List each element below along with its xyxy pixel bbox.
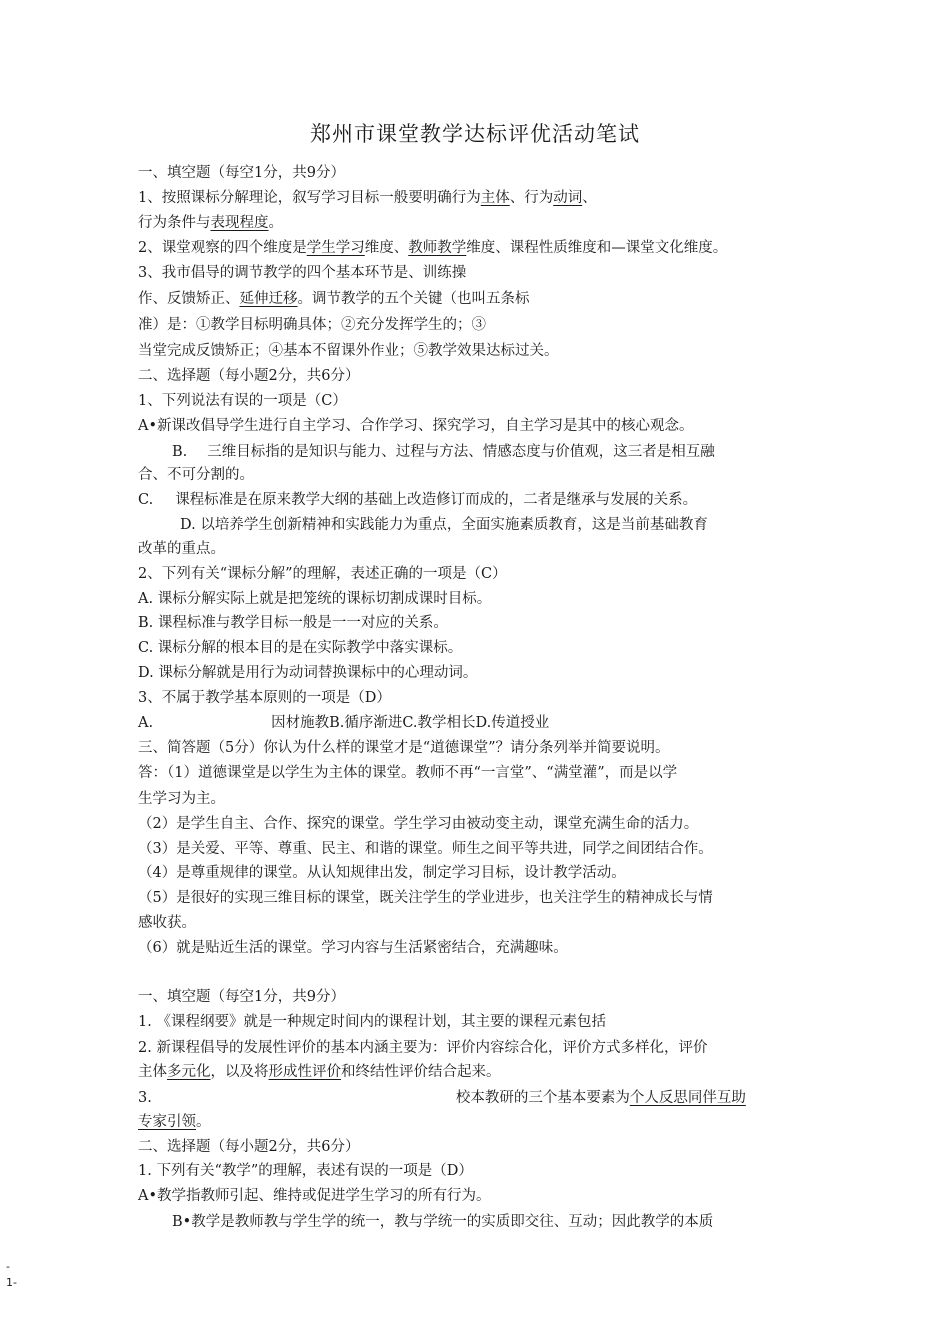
part2-choice-1-option-b: B•教学是教师教与学生学的统一，教与学统一的实质即交往、互动；因此教学的本质 bbox=[172, 1214, 714, 1230]
answer-blank: 形成性评价 bbox=[268, 1064, 341, 1080]
question-2: 2、课堂观察的四个维度是学生学习维度、教师教学维度、课程性质维度和—课堂文化维度。 bbox=[138, 240, 728, 256]
section-heading-choice-2: 二、选择题（每小题2分，共6分） bbox=[138, 1139, 360, 1155]
section-heading-short-answer: 三、简答题（5分）你认为什么样的课堂才是“道德课堂”？请分条列举并简要说明。 bbox=[138, 740, 670, 756]
answer-line-5: （4）是尊重规律的课堂。从认知规律出发，制定学习目标，设计教学活动。 bbox=[138, 865, 626, 881]
choice-3-stem: 3、不属于教学基本原则的一项是（D） bbox=[138, 690, 391, 706]
answer-blank: 教师教学 bbox=[408, 240, 467, 256]
answer-line-4: （3）是关爱、平等、尊重、民主、和谐的课堂。师生之间平等共进，同学之间团结合作。 bbox=[138, 841, 713, 857]
answer-line-1: 答：（1）道德课堂是以学生为主体的课堂。教师不再“一言堂”、“满堂灌”，而是以学 bbox=[138, 765, 678, 781]
section-heading-fill-blank-2: 一、填空题（每空1分，共9分） bbox=[138, 989, 345, 1005]
answer-line-2: 生学习为主。 bbox=[138, 791, 225, 807]
question-1-line-1: 1、按照课标分解理论，叙写学习目标一般要明确行为主体、行为动词、 bbox=[138, 190, 597, 206]
question-3-line-2: 作、反馈矫正、延伸迁移。调节教学的五个关键（也叫五条标 bbox=[138, 291, 530, 307]
answer-blank: 多元化 bbox=[167, 1064, 211, 1080]
choice-3-options: A. 因材施教B.循序渐进C.教学相长D.传道授业 bbox=[138, 715, 550, 731]
answer-blank: 动词 bbox=[553, 190, 583, 206]
answer-line-7: 感收获。 bbox=[138, 915, 196, 931]
answer-blank: 个人反思同伴互助 bbox=[629, 1090, 746, 1106]
part2-choice-1-option-a: A•教学指教师引起、维持或促进学生学习的所有行为。 bbox=[138, 1188, 491, 1204]
question-3-line-1: 3、我市倡导的调节教学的四个基本环节是、训练操 bbox=[138, 265, 467, 281]
document-title: 郑州市课堂教学达标评优活动笔试 bbox=[310, 122, 640, 146]
part2-question-3-line-1: 3. 校本教研的三个基本要素为个人反思同伴互助 bbox=[138, 1090, 746, 1106]
choice-1-stem: 1、下列说法有误的一项是（C） bbox=[138, 393, 347, 409]
question-3-line-4: 当堂完成反馈矫正；④基本不留课外作业；⑤教学效果达标过关。 bbox=[138, 343, 559, 359]
answer-blank: 延伸迁移 bbox=[239, 291, 298, 307]
part2-question-3-line-2: 专家引领。 bbox=[138, 1114, 211, 1130]
choice-1-option-d: D. 以培养学生创新精神和实践能力为重点，全面实施素质教育，这是当前基础教育 bbox=[180, 517, 708, 533]
footer-dash: - bbox=[6, 1260, 10, 1273]
choice-2-option-b: B. 课程标准与教学目标一般是一一对应的关系。 bbox=[138, 615, 448, 631]
answer-blank: 主体 bbox=[480, 190, 510, 206]
question-1-line-2: 行为条件与表现程度。 bbox=[138, 215, 283, 231]
section-heading-fill-blank: 一、填空题（每空1分，共9分） bbox=[138, 165, 345, 181]
choice-1-option-a: A•新课改倡导学生进行自主学习、合作学习、探究学习，自主学习是其中的核心观念。 bbox=[138, 418, 694, 434]
part2-question-1: 1. 《课程纲要》就是一种规定时间内的课程计划，其主要的课程元素包括 bbox=[138, 1014, 606, 1030]
part2-question-2-line-1: 2. 新课程倡导的发展性评价的基本内涵主要为：评价内容综合化，评价方式多样化，评价 bbox=[138, 1040, 708, 1056]
page-number: 1- bbox=[6, 1276, 17, 1289]
choice-2-option-c: C. 课标分解的根本目的是在实际教学中落实课标。 bbox=[138, 640, 463, 656]
question-3-line-3: 准）是：①教学目标明确具体；②充分发挥学生的；③ bbox=[138, 317, 486, 333]
choice-1-option-c: C. 课程标准是在原来教学大纲的基础上改造修订而成的，二者是继承与发展的关系。 bbox=[138, 492, 698, 508]
section-heading-choice: 二、选择题（每小题2分，共6分） bbox=[138, 368, 360, 384]
choice-1-option-b-cont: 合、不可分割的。 bbox=[138, 467, 254, 483]
choice-1-option-b: B. 三维目标指的是知识与能力、过程与方法、情感态度与价值观，这三者是相互融 bbox=[172, 444, 715, 460]
choice-2-option-d: D. 课标分解就是用行为动词替换课标中的心理动词。 bbox=[138, 665, 478, 681]
choice-2-stem: 2、下列有关“课标分解”的理解，表述正确的一项是（C） bbox=[138, 566, 507, 582]
choice-1-option-d-cont: 改革的重点。 bbox=[138, 541, 225, 557]
answer-blank: 表现程度 bbox=[210, 215, 269, 231]
answer-line-3: （2）是学生自主、合作、探究的课堂。学生学习由被动变主动，课堂充满生命的活力。 bbox=[138, 816, 699, 832]
part2-choice-1-stem: 1. 下列有关“教学”的理解，表述有误的一项是（D） bbox=[138, 1163, 473, 1179]
part2-question-2-line-2: 主体多元化，以及将形成性评价和终结性评价结合起来。 bbox=[138, 1064, 501, 1080]
answer-blank: 专家引领 bbox=[138, 1114, 196, 1130]
answer-line-6: （5）是很好的实现三维目标的课堂，既关注学生的学业进步，也关注学生的精神成长与情 bbox=[138, 890, 713, 906]
answer-line-8: （6）就是贴近生活的课堂。学习内容与生活紧密结合，充满趣味。 bbox=[138, 940, 568, 956]
choice-2-option-a: A. 课标分解实际上就是把笼统的课标切割成课时目标。 bbox=[138, 591, 492, 607]
answer-blank: 学生学习 bbox=[306, 240, 365, 256]
